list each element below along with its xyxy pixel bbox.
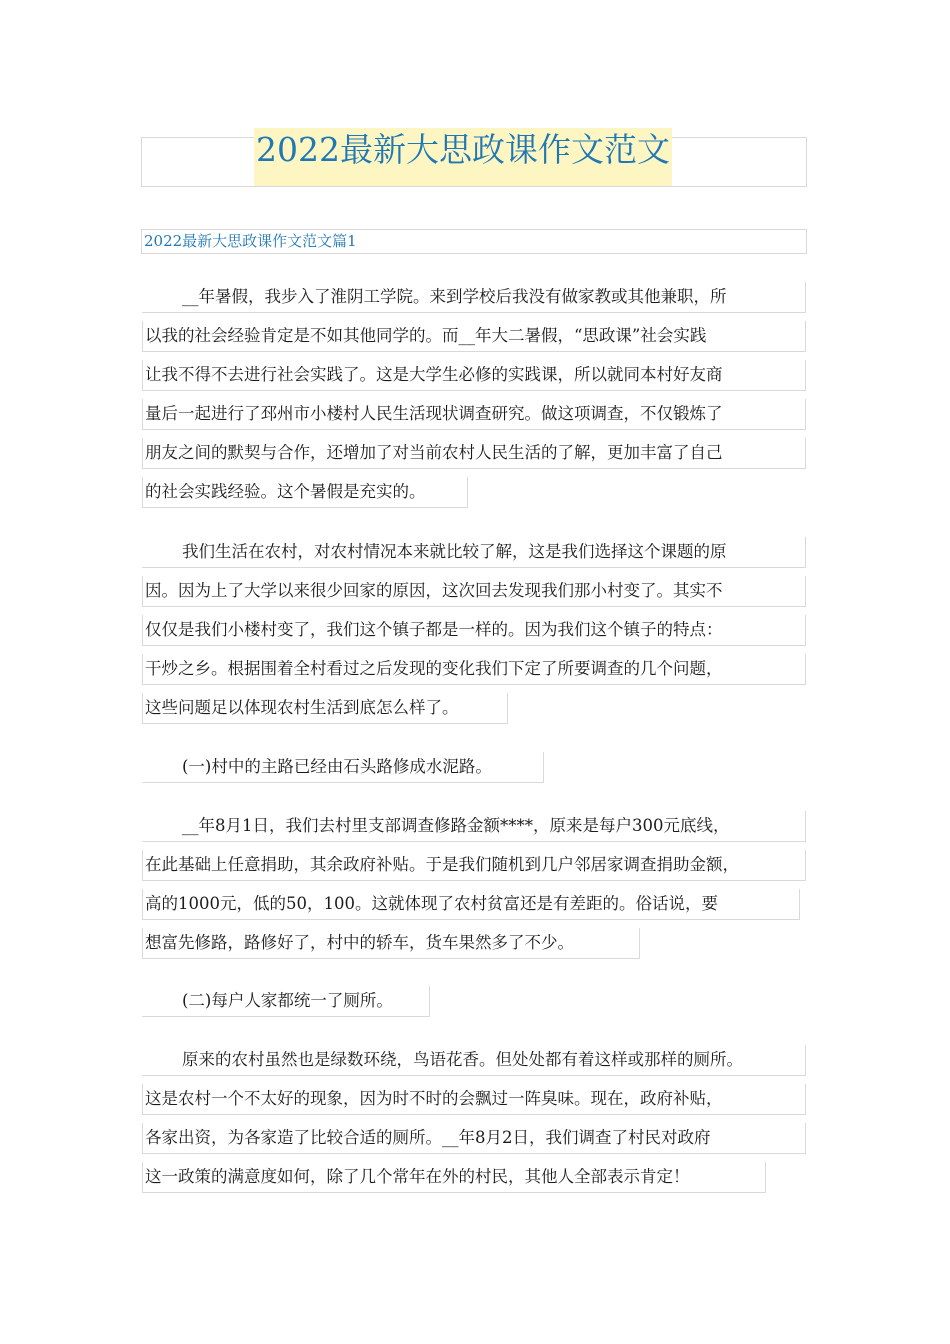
paragraph-line: 想富先修路，路修好了，村中的轿车，货车果然多了不少。 [142, 928, 640, 959]
paragraph-line: 因。因为上了大学以来很少回家的原因，这次回去发现我们那小村变了。其实不 [142, 576, 806, 607]
paragraph-line: (二)每户人家都统一了厕所。 [142, 986, 430, 1017]
paragraph-line: 这一政策的满意度如何，除了几个常年在外的村民，其他人全部表示肯定！ [142, 1162, 766, 1193]
paragraph-line: 朋友之间的默契与合作，还增加了对当前农村人民生活的了解，更加丰富了自己 [142, 438, 806, 469]
paragraph-line: 各家出资，为各家造了比较合适的厕所。__年8月2日，我们调查了村民对政府 [142, 1123, 806, 1154]
paragraph-line: (一)村中的主路已经由石头路修成水泥路。 [142, 752, 544, 783]
paragraph-line: 我们生活在农村，对农村情况本来就比较了解，这是我们选择这个课题的原 [142, 537, 806, 568]
paragraph-line: 这是农村一个不太好的现象，因为时不时的会飘过一阵臭味。现在，政府补贴， [142, 1084, 806, 1115]
paragraph-line: 在此基础上任意捐助，其余政府补贴。于是我们随机到几户邻居家调查捐助金额， [142, 850, 806, 881]
paragraph-line: 仅仅是我们小楼村变了，我们这个镇子都是一样的。因为我们这个镇子的特点： [142, 615, 806, 646]
paragraph-line: 量后一起进行了邳州市小楼村人民生活现状调查研究。做这项调查，不仅锻炼了 [142, 399, 806, 430]
paragraph-line: __年暑假，我步入了淮阴工学院。来到学校后我没有做家教或其他兼职，所 [142, 282, 806, 313]
page-title: 2022最新大思政课作文范文 [254, 128, 672, 186]
paragraph-line: 干炒之乡。根据围着全村看过之后发现的变化我们下定了所要调查的几个问题， [142, 654, 806, 685]
paragraph-line: 这些问题足以体现农村生活到底怎么样了。 [142, 693, 508, 724]
section-heading: 2022最新大思政课作文范文篇1 [144, 232, 357, 250]
paragraph-line: 原来的农村虽然也是绿数环绕，鸟语花香。但处处都有着这样或那样的厕所。 [142, 1045, 806, 1076]
paragraph-line: 的社会实践经验。这个暑假是充实的。 [142, 477, 468, 508]
paragraph-line: 以我的社会经验肯定是不如其他同学的。而__年大二暑假，“思政课”社会实践 [142, 321, 806, 352]
paragraph-line: 高的1000元，低的50，100。这就体现了农村贫富还是有差距的。俗话说，要 [142, 889, 800, 920]
paragraph-line: 让我不得不去进行社会实践了。这是大学生必修的实践课，所以就同本村好友商 [142, 360, 806, 391]
paragraph-line: __年8月1日，我们去村里支部调查修路金额****，原来是每户300元底线， [142, 811, 806, 842]
